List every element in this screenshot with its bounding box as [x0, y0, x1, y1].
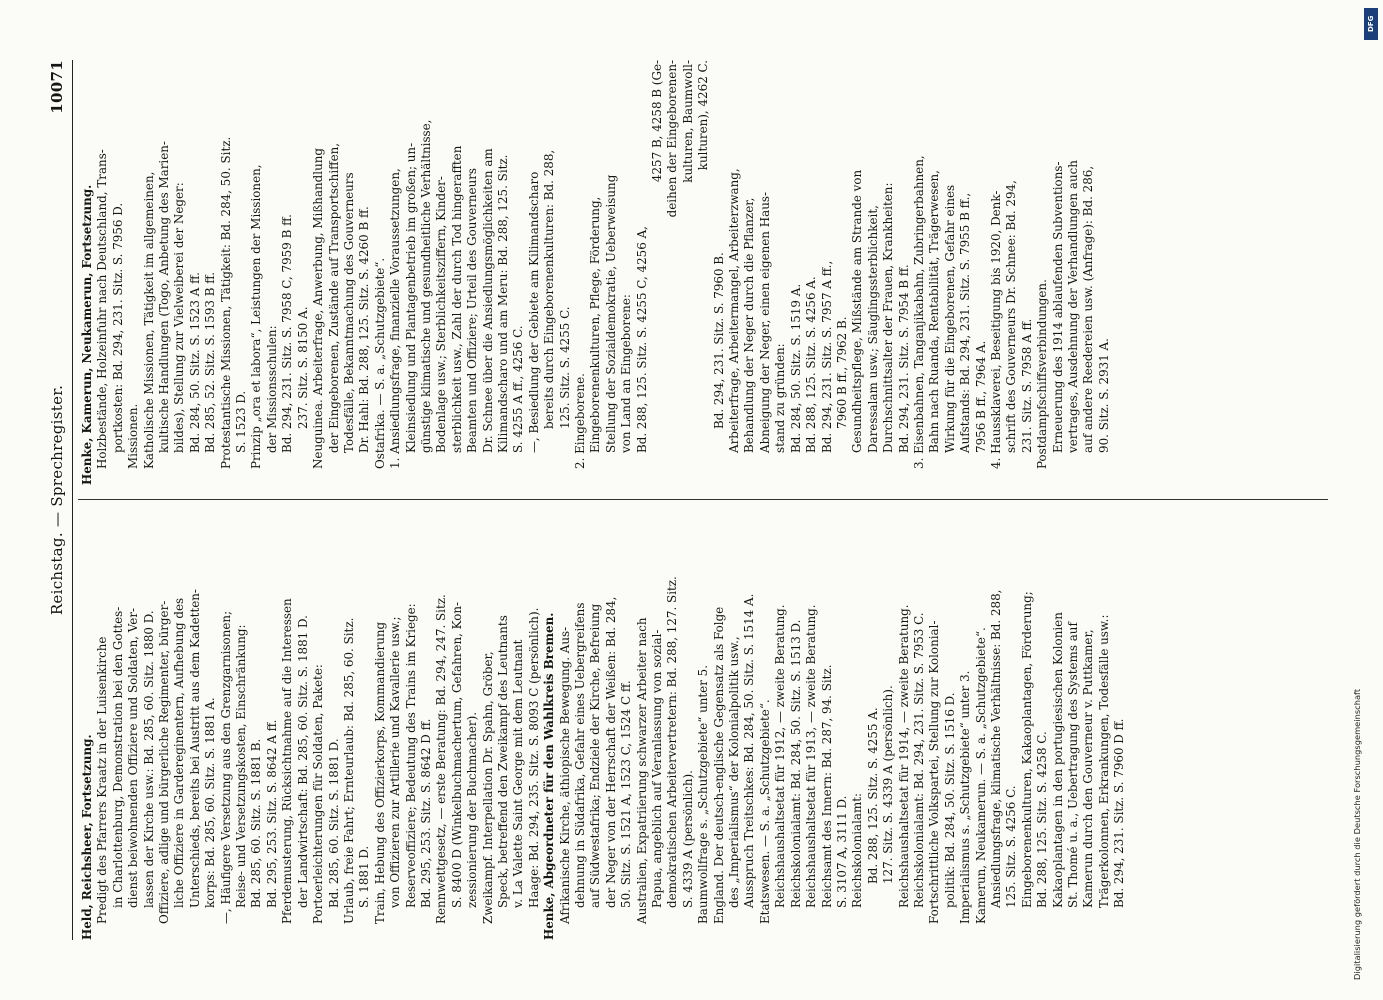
entry-line: deihen der Eingeborenen-	[665, 60, 680, 218]
entry-line: der Eingeborenen, Zustände auf Transportschiffen,	[326, 142, 341, 453]
entry-line: 4. Haussklaverei, Beseitigung bis 1920, Denk-	[988, 190, 1003, 469]
entry-line: günstige klimatische und gesundheitliche Verhältnisse,	[418, 119, 433, 453]
left-column	[80, 515, 1330, 940]
entry-line: Todesfälle, Bekanntmachung des Gouverneurs	[341, 172, 356, 453]
entry-line: Reichshaushaltsetat für 1914, — zweite Beratung.	[896, 604, 911, 908]
entry-line: des „Imperialismus“ der Kolonialpolitik usw.,	[727, 636, 742, 908]
entry-line: dehnung in Südafrika, Gefahr eines Uebergreifens	[573, 602, 587, 908]
entry-line: dienst beiwohnenden Offiziere und Soldaten, Ver-	[126, 607, 141, 908]
entry-line: in Charlottenburg, Demonstration bei den Gottes-	[110, 606, 125, 908]
entry-line: Bd. 295, 253. Sitz. S. 8642 A ff.	[264, 719, 279, 908]
entry-line: 4257 B, 4258 B (Ge-	[650, 60, 665, 183]
entry-line: Abneigung der Neger, einen eigenen Haus-	[757, 192, 772, 453]
entry-line: auf andere Reedereien usw. (Anfrage): Bd. 286,	[1081, 165, 1096, 453]
entry-line: Bd. 284, 50. Sitz. S. 1523 A ff.	[187, 272, 202, 453]
dfg-logo: DFG	[1364, 8, 1378, 40]
entry-line: Ostafrika. — S. a. „Schutzgebiete“.	[372, 257, 387, 469]
entry-line: 90. Sitz. S. 2931 A.	[1096, 338, 1111, 453]
entry-line: Arbeiterfrage, Arbeitermangel, Arbeiterzwang,	[727, 168, 742, 453]
entry-line: kultische Handlungen (Togo, Anbetung des Marien-	[157, 141, 172, 453]
entry-line: Kleinsiedlung und Plantagenbetrieb im großen; un-	[403, 142, 418, 453]
entry-line: Trägerkolonnen, Erkrankungen, Todesfälle usw.:	[1096, 614, 1111, 908]
entry-line: Papua, angeblich auf Veranlassung von sozial-	[650, 629, 665, 908]
entry-heading: Held, Reichsheer, Fortsetzung.	[80, 734, 94, 940]
entry-line: 3. Eisenbahnen, Tanganjikabahn, Zubringerbahnen,	[911, 155, 926, 469]
entry-line: Offiziere, adlige und bürgerliche Regimenter, bürger-	[157, 600, 172, 924]
entry-line: —, Besiedlung der Gebiete am Kilimandscharo	[526, 171, 541, 453]
entry-line: Portoerleichterungen für Soldaten, Pakete:	[311, 664, 326, 924]
dfg-credit-text: Digitalisierung gefördert durch die Deutsche Forschungsgemeinschaft	[1352, 688, 1362, 980]
entry-line: Bd. 294, 231. Sitz. S. 7960 D ff.	[1112, 718, 1127, 908]
entry-line: Afrikanische Kirche, äthiopische Bewegung. Aus-	[557, 626, 572, 924]
page-number: 10071	[48, 60, 66, 114]
entry-line: der Landwirtschaft: Bd. 285, 60. Sitz. S. 1881 D.	[295, 615, 310, 908]
entry-line: Reichshaushaltsetat für 1912, — zweite Beratung.	[773, 604, 788, 908]
entry-line: 50. Sitz. S. 1521 A, 1523 C, 1524 C ff.	[619, 680, 634, 908]
entry-line: Zweikampf. Interpellation Dr. Spahn, Gröber,	[480, 651, 495, 924]
entry-line: politik: Bd. 284, 50. Sitz. S. 1516 D.	[942, 692, 957, 908]
entry-line: Kamerun, Neukamerun. — S. a. „Schutzgebiete“.	[973, 627, 988, 924]
entry-line: Bd. 295, 253. Sitz. S. 8642 D ff.	[418, 718, 433, 908]
entry-line: Imperialismus s. „Schutzgebiete“ unter 3.	[958, 670, 973, 924]
entry-line: Stellung der Sozialdemokratie, Ueberweisung	[603, 174, 618, 453]
entry-heading: Henke, Kamerun, Neukamerun, Fortsetzung.	[80, 184, 94, 485]
entry-line: Erneuerung des 1914 ablaufenden Subventions-	[1050, 161, 1065, 453]
entry-line: Bd. 285, 52. Sitz. S. 1593 B ff.	[203, 271, 218, 453]
entry-line: Bd. 294, 231. Sitz. S. 7958 C, 7959 B ff.	[280, 214, 295, 453]
entry-line: 7956 B ff., 7964 A.	[973, 340, 988, 453]
entry-line: St. Thomé u. a., Uebertragung des Systems auf	[1066, 622, 1080, 908]
entry-line: kulturen), 4262 C.	[696, 60, 711, 171]
entry-line: Bahn nach Ruanda, Rentabilität, Trägerwesen,	[927, 170, 942, 453]
entry-line: Dr. Schnee über die Ansiedlungsmöglichkeiten am	[480, 148, 495, 453]
entry-line: Daressalam usw.; Säuglingssterblichkeit,	[865, 205, 880, 453]
entry-line: Ausspruch Treitschkes: Bd. 284, 50. Sitz. S. 1514 A.	[742, 593, 757, 908]
entry-line: v. La Valette Saint George mit dem Leutnant	[511, 639, 526, 908]
entry-line: Behandlung der Neger durch die Pflanzer,	[742, 197, 757, 453]
entry-line: S. 1523 D.	[234, 390, 249, 453]
entry-line: sterblichkeit usw., Zahl der durch Tod hingerafften	[449, 145, 464, 453]
page-header	[48, 60, 72, 940]
entry-line: korps: Bd. 285, 60. Sitz. S. 1881 A.	[203, 697, 218, 908]
entry-line: schrift des Gouverneurs Dr. Schnee: Bd. 294,	[1004, 180, 1019, 453]
entry-line: Bd. 288, 125. Sitz. S. 4256 A.	[804, 276, 819, 453]
rotated-page	[48, 60, 1338, 940]
entry-line: Bd. 294, 231. Sitz. S. 7957 A ff.,	[819, 260, 834, 453]
entry-line: Reichskolonialamt: Bd. 294, 231. Sitz. S. 7953 C.	[911, 612, 926, 908]
entry-line: Bd. 285, 60. Sitz. S. 1881 B.	[249, 738, 264, 908]
entry-line: Fortschrittliche Volkspartei, Stellung zur Kolonial-	[927, 620, 942, 924]
entry-line: vertrages, Ausdehnung der Verhandlungen auch	[1066, 160, 1080, 453]
entry-line: Wirkung für die Eingeborenen, Gefahr eines	[942, 184, 957, 453]
entry-line: Reichskolonialamt:	[850, 792, 865, 908]
entry-line: 127. Sitz. S. 4339 A (persönlich).	[881, 685, 896, 884]
entry-line: Reichskolonialamt: Bd. 284, 50. Sitz. S. 1513 D.	[788, 619, 803, 908]
entry-line: Kilimandscharo und am Meru: Bd. 288, 125. Sitz.	[495, 154, 510, 453]
entry-line: —, Häufigere Versetzung aus den Grenzgarnisonen;	[218, 610, 233, 924]
entry-line: Protestantische Missionen, Tätigkeit: Bd. 284, 50. Sitz.	[218, 136, 233, 469]
entry-line: portkosten: Bd. 294, 231. Sitz. S. 7956 D.	[110, 202, 125, 453]
entry-line: Durchschnittsalter der Frauen, Krankheiten:	[881, 182, 896, 453]
entry-line: stand zu gründen:	[773, 343, 788, 453]
entry-line: Eingeborenenkulturen, Kakaoplantagen, Förderung;	[1019, 591, 1034, 908]
entry-line: 125. Sitz. S. 4256 C.	[1004, 785, 1019, 908]
entry-line: Reichshaushaltsetat für 1913, — zweite Beratung.	[804, 604, 819, 908]
entry-line: Rennwettgesetz, — erste Beratung: Bd. 294, 247. Sitz.	[434, 594, 449, 924]
entry-line: von Offizieren zur Artillerie und Kavallerie usw.;	[388, 616, 403, 908]
entry-line: S. 4339 A (persönlich).	[680, 770, 695, 908]
entry-line: zessionierung der Buchmacher).	[465, 711, 480, 908]
entry-line: Bd. 288, 125. Sitz. S. 4258 C.	[1035, 731, 1050, 908]
entry-line: S. 1881 D.	[357, 845, 372, 908]
entry-line: demokratischen Arbeitervertretern: Bd. 288, 127. Sitz.	[665, 576, 680, 908]
entry-heading: Henke, Abgeordneter für den Wahlkreis Bremen.	[542, 612, 557, 940]
entry-line: Ansiedlungsfrage, klimatische Verhältnisse: Bd. 288,	[988, 589, 1003, 908]
entry-line: Bd. 294, 231. Sitz. S. 7960 B.	[711, 252, 726, 429]
entry-line: 231. Sitz. S. 7958 A ff.	[1019, 318, 1034, 453]
entry-line: S. 3107 A, 3111 D.	[834, 795, 849, 908]
entry-line: Bd. 288, 125. Sitz. S. 4255 C, 4256 A,	[634, 226, 649, 453]
entry-line: 7960 B ff., 7962 B.	[834, 316, 849, 429]
entry-line: Katholische Missionen, Tätigkeit im allgemeinen,	[141, 171, 156, 469]
entry-line: Bd. 288, 125. Sitz. S. 4255 A.	[865, 707, 880, 884]
entry-line: bereits durch Eingeborenenkulturen: Bd. 288,	[542, 149, 557, 429]
entry-line: Predigt des Pfarrers Kraatz in der Luisenkirche	[95, 636, 110, 924]
entry-line: Bd. 284, 50. Sitz. S. 1519 A.	[788, 283, 803, 453]
entry-line: Prinzip „ora et labora“, Leistungen der Missionen,	[249, 164, 264, 469]
entry-line: Baumwollfrage s. „Schutzgebiete“ unter 5.	[696, 664, 711, 924]
entry-line: kulturen, Baumwoll-	[680, 60, 695, 183]
entry-line: Postdampfschiffsverbindungen.	[1035, 279, 1050, 469]
entry-line: der Missionsschulen:	[264, 325, 279, 453]
entry-line: 125. Sitz. S. 4255 C.	[557, 306, 572, 429]
entry-line: 237. Sitz. S. 8150 A.	[295, 306, 310, 429]
entry-line: Speck, betreffend den Zweikampf des Leutnants	[495, 615, 510, 908]
entry-line: Reise- und Versetzungskosten, Einschränkung:	[234, 624, 249, 908]
entry-line: bildes), Stellung zur Vielweiberei der Neger:	[172, 182, 187, 453]
entry-line: Gesundheitspflege, Mißstände am Strande von	[850, 169, 865, 453]
entry-line: der Neger von der Herrschaft der Weißen: Bd. 284,	[603, 596, 618, 908]
entry-line: Missionen.	[126, 403, 141, 469]
entry-line: Beamten und Offiziere; Urteil des Gouverneurs	[465, 167, 480, 453]
entry-line: Reichsamt des Innern: Bd. 287, 94. Sitz.	[819, 664, 834, 908]
entry-line: liche Offiziere in Gardereginentern, Aufhebung des	[172, 597, 187, 908]
entry-line: Unterschieds, bereits bei Austritt aus dem Kadetten-	[187, 589, 202, 908]
entry-line: Pferdemusterung, Rücksichtnahme auf die Interessen	[280, 598, 295, 924]
entry-line: England. Der deutsch-englische Gegensatz als Folge	[711, 606, 726, 924]
entry-line: Aufstands: Bd. 294, 231. Sitz. S. 7955 B ff.,	[958, 192, 973, 453]
entry-line: von Land an Eingeborene:	[619, 294, 634, 453]
running-title: Reichstag. — Sprechregister.	[48, 384, 66, 616]
column-divider	[78, 499, 1328, 500]
entry-line: Dr. Hahl: Bd. 288, 125. Sitz. S. 4260 B ff.	[357, 206, 372, 453]
entry-line: Bodenlage usw.; Sterblichkeitsziffern, Kinder-	[434, 176, 449, 453]
entry-line: 2. Eingeborene.	[573, 373, 587, 469]
entry-line: Urlaub, freie Fahrt; Ernteurlaub: Bd. 285, 60. Sitz.	[341, 617, 356, 924]
entry-line: Bd. 285, 60. Sitz. S. 1881 D.	[326, 738, 341, 908]
entry-line: Bd. 294, 231. Sitz. S. 7954 B ff.	[896, 264, 911, 453]
entry-line: Etatswesen. — S. a. „Schutzgebiete“.	[757, 699, 772, 924]
entry-line: Haage: Bd. 294, 235. Sitz. S. 8093 C (persönlich).	[526, 607, 541, 908]
entry-line: S. 4255 A ff., 4256 C.	[511, 325, 526, 453]
entry-line: S. 8400 D (Winkelbuchmachertum, Gefahren, Kon-	[449, 601, 464, 908]
right-column	[80, 60, 1330, 485]
header-rule	[72, 60, 73, 940]
entry-line: Holzbestände, Holzeinfuhr nach Deutschland, Trans-	[95, 149, 110, 469]
entry-line: Kamerun durch den Gouverneur v. Puttkamer,	[1081, 629, 1096, 908]
entry-line: Australien, Expatriierung schwarzer Arbeiter nach	[634, 617, 649, 924]
entry-line: Train, Hebung des Offizierkorps, Kommandierung	[372, 621, 387, 924]
entry-line: Kakaoplantagen in den portugiesischen Kolonien	[1050, 612, 1065, 908]
entry-line: Reserveoffiziere; Bedeutung des Trains im Kriege:	[403, 603, 418, 908]
entry-line: 1. Ansiedlungsfrage, finanzielle Voraussetzungen,	[388, 168, 403, 469]
entry-line: lassen der Kirche usw.: Bd. 285, 60. Sitz. 1880 D.	[141, 610, 156, 908]
entry-line: Neuguinea. Arbeiterfrage, Anwerbung, Mißhandlung	[311, 147, 326, 469]
entry-line: auf Südwestafrika; Endziele der Kirche, Befreiung	[588, 603, 603, 908]
entry-line: Eingeborenenkulturen, Pflege, Förderung,	[588, 196, 603, 453]
